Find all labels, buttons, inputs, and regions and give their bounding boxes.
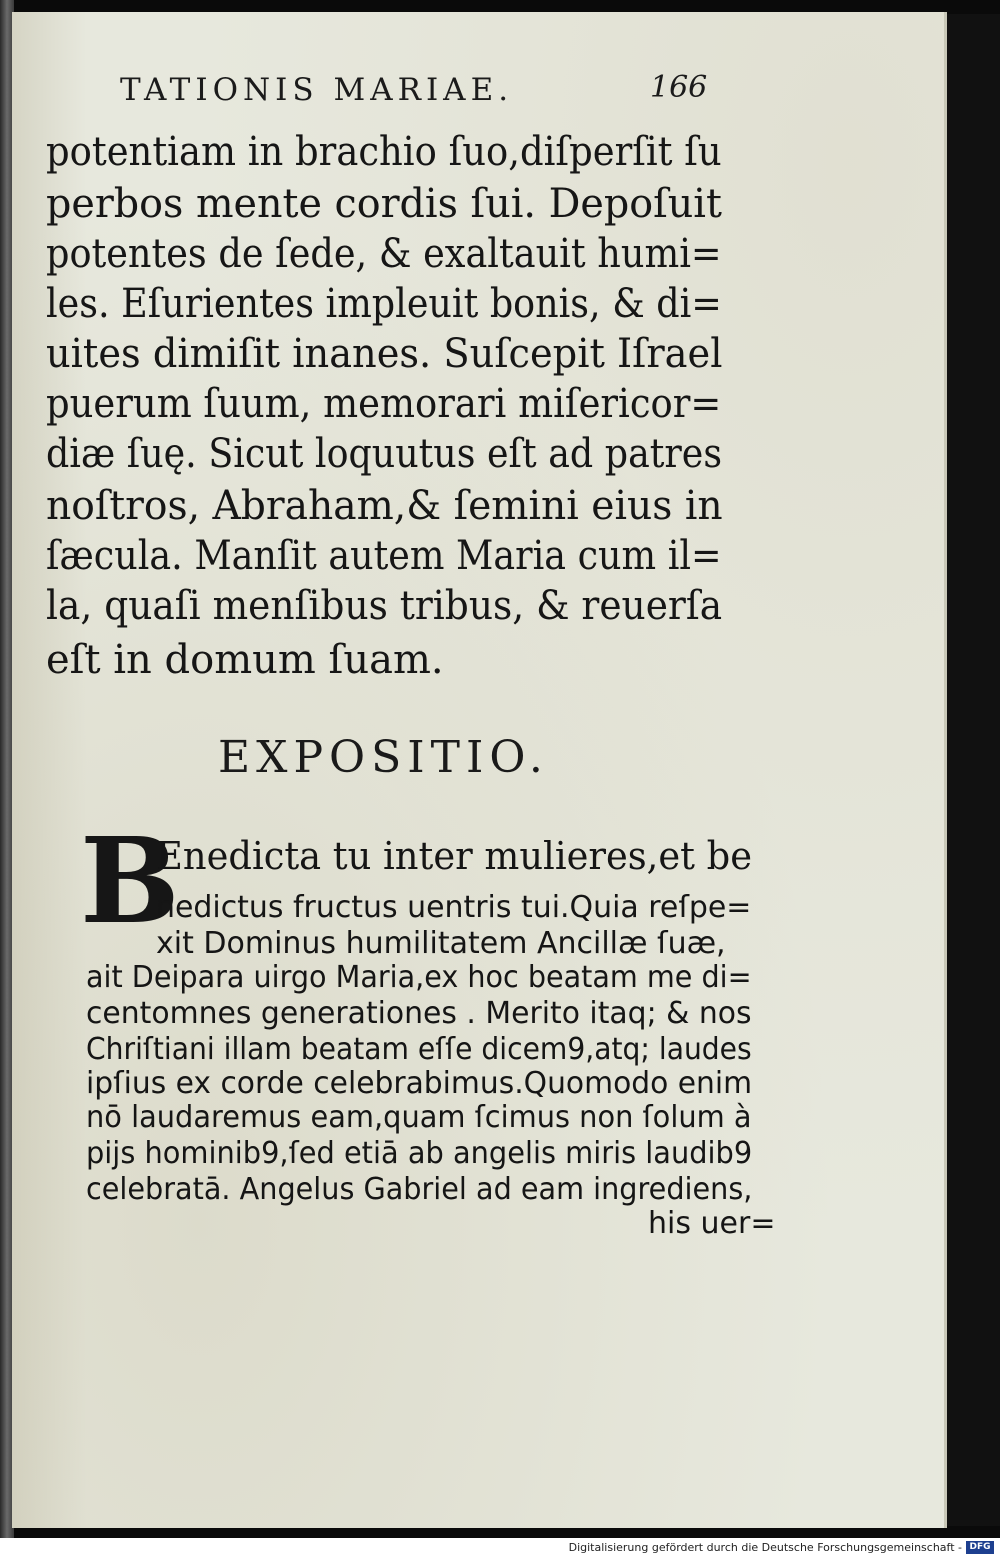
text-line: perbos mente cordis ſui. Depoſuit [46,181,722,227]
exposition-line: ipſius ex corde celebrabimus.Quomodo enim [86,1066,753,1101]
text-line: potentes de ſede, & exaltauit humi= [46,231,722,277]
exposition-line: celebratā. Angelus Gabriel ad eam ingrediens, [86,1172,753,1207]
exposition-line: ait Deipara uirgo Maria,ex hoc beatam me di= [86,960,752,995]
exposition-line: Chriſtiani illam beatam eſſe dicem9,atq; laudes [86,1032,752,1067]
exposition-line: xit Dominus humilitatem Ancillæ ſuæ, [156,926,726,961]
exposition-line: pijs hominib9,ſed etiā ab angelis miris laudib9 [86,1136,753,1171]
catchword: his uer= [648,1206,776,1241]
exposition-line: Enedicta tu inter mulieres,et be [156,834,753,878]
text-line: eſt in domum ſuam. [46,637,444,683]
running-title: TATIONIS MARIAE. [120,72,514,108]
text-line: uites dimiſit inanes. Suſcepit Iſrael [46,331,723,377]
text-line: noſtros, Abraham,& ſemini eius in [46,483,723,529]
text-line: potentiam in brachio ſuo,diſperſit ſu [46,129,722,175]
text-line: ſæcula. Manſit autem Maria cum il= [46,533,722,579]
text-line: puerum ſuum, memorari miſericor= [46,381,722,427]
exposition-line: nō laudaremus eam,quam ſcimus non ſolum à [86,1100,752,1135]
exposition-line: nedictus fructus uentris tui.Quia reſpe= [156,890,752,925]
text-line: la, quaſi menſibus tribus, & reuerſa [46,583,723,629]
exposition-line: centomnes generationes . Merito itaq; & nos [86,996,752,1031]
section-heading: EXPOSITIO. [218,732,549,783]
running-head [120,72,720,116]
dfg-logo: DFG [966,1541,994,1554]
digitization-credit: Digitalisierung gefördert durch die Deutsche Forschungsgemeinschaft - [568,1541,962,1554]
page-number: 166 [650,70,708,105]
drop-cap-initial: B [80,811,180,950]
text-line: diæ ſuę. Sicut loquutus eſt ad patres [46,431,723,477]
text-line: les. Eſurientes impleuit bonis, & di= [46,281,722,327]
page-edge-shadow [944,14,1000,1526]
